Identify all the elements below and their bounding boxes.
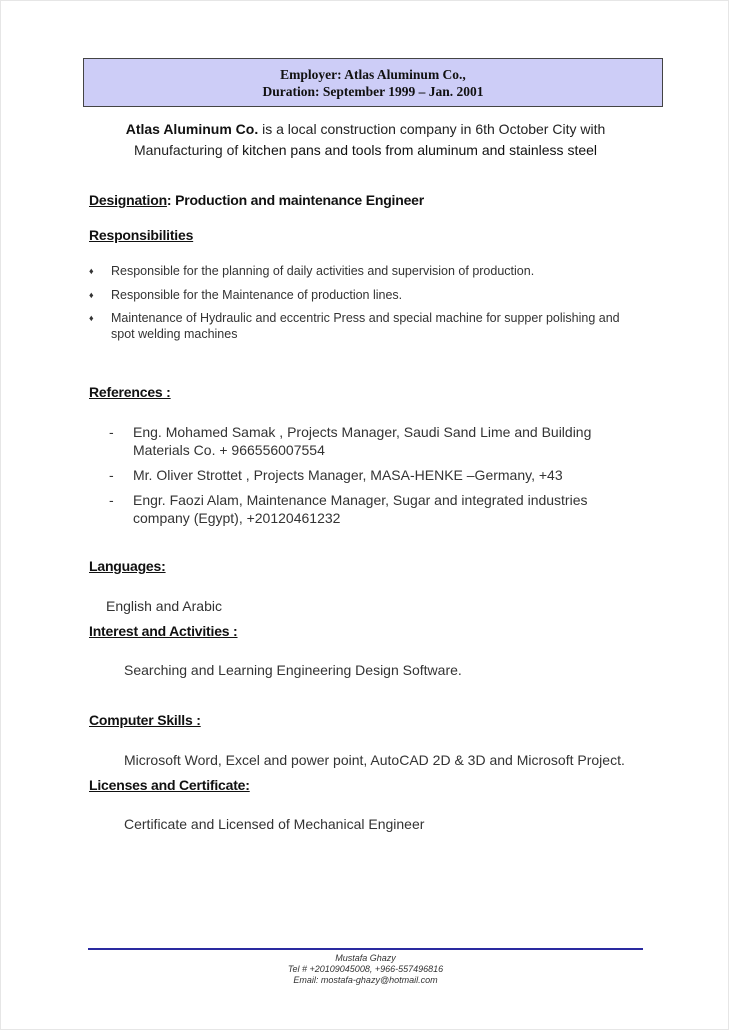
intro-line-2-text-a: Manufacturing of xyxy=(133,142,243,158)
bullet-icon: ♦ xyxy=(89,290,94,300)
licenses-heading: Licenses and Certificate: xyxy=(89,777,250,793)
intro-line-2-text-b: kitchen pans and tools from aluminum and stainless steel xyxy=(242,142,598,158)
intro-company-name: Atlas Aluminum Co. xyxy=(125,121,259,137)
responsibility-text: Responsible for the Maintenance of production lines. xyxy=(111,288,403,302)
dash-marker: - xyxy=(109,424,114,440)
reference-text: Mr. Oliver Strottet , Projects Manager, MASA-HENKE –Germany, +43 xyxy=(133,467,563,483)
dash-marker: - xyxy=(109,492,114,508)
licenses-value: Certificate and Licensed of Mechanical Engineer xyxy=(124,816,425,832)
footer-email: Email: mostafa-ghazy@hotmail.com xyxy=(293,975,438,985)
designation-label: Designation xyxy=(89,192,167,208)
responsibility-text: Responsible for the planning of daily activities and supervision of production. xyxy=(111,264,535,278)
reference-text: Eng. Mohamed Samak , Projects Manager, Saudi Sand Lime and Building Materials Co. + 966556007554 xyxy=(133,424,592,458)
footer-name: Mustafa Ghazy xyxy=(335,953,396,963)
intro-line-2 xyxy=(1,142,729,158)
footer-tel: Tel # +20109045008, +966-557496816 xyxy=(287,964,444,974)
references-heading: References : xyxy=(89,384,171,400)
bullet-icon: ♦ xyxy=(89,313,94,323)
bullet-icon: ♦ xyxy=(89,266,94,276)
designation-heading xyxy=(89,192,424,208)
employer-line: Employer: Atlas Aluminum Co., xyxy=(280,67,466,82)
interests-value: Searching and Learning Engineering Design Software. xyxy=(124,662,462,678)
duration-line: Duration: September 1999 – Jan. 2001 xyxy=(262,84,484,99)
intro-line-1-text: is a local construction company in 6th October City with xyxy=(258,121,606,137)
intro-line-1 xyxy=(1,121,729,137)
employer-box xyxy=(83,58,663,107)
languages-heading: Languages: xyxy=(89,558,166,574)
footer-divider xyxy=(88,948,643,950)
responsibility-text: Maintenance of Hydraulic and eccentric Press and special machine for supper polishing and spot welding machines xyxy=(111,311,620,341)
computer-skills-heading: Computer Skills : xyxy=(89,712,201,728)
interests-heading: Interest and Activities : xyxy=(89,623,238,639)
responsibilities-heading: Responsibilities xyxy=(89,227,194,243)
computer-skills-value: Microsoft Word, Excel and power point, AutoCAD 2D & 3D and Microsoft Project. xyxy=(124,752,625,768)
dash-marker: - xyxy=(109,467,114,483)
reference-text: Engr. Faozi Alam, Maintenance Manager, Sugar and integrated industries company (Egypt), +20120461232 xyxy=(133,492,588,526)
designation-value: : Production and maintenance Engineer xyxy=(166,192,425,208)
languages-value: English and Arabic xyxy=(106,598,222,614)
